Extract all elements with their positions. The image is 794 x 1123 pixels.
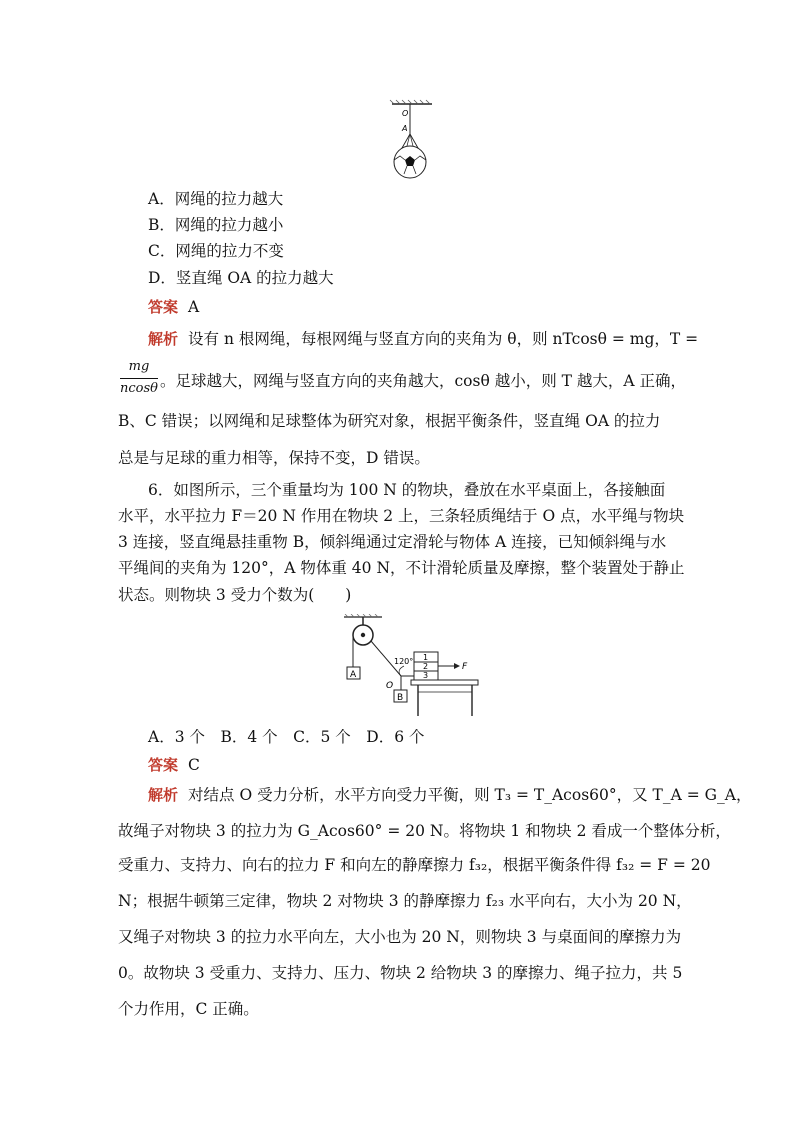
ball-net-figure [380, 98, 440, 184]
svg-text:B: B [397, 693, 404, 703]
q5-option-a: A．网绳的拉力越大 [148, 190, 284, 208]
q5-analysis-line-2: 。足球越大，网绳与竖直方向的夹角越大，cosθ 越小，则 T 越大，A 正确， [160, 372, 687, 390]
q5-option-d: D．竖直绳 OA 的拉力越大 [148, 269, 334, 287]
q5-option-b: B．网绳的拉力越小 [148, 216, 284, 234]
q6-stem-line-2: 水平，水平拉力 F＝20 N 作用在物块 2 上，三条轻质绳结于 O 点，水平绳与物块 [118, 507, 685, 525]
q6-stem-line-1: 6．如图所示，三个重量均为 100 N 的物块，叠放在水平桌面上，各接触面 [148, 481, 666, 499]
q5-analysis-line-4: 总是与足球的重力相等，保持不变，D 错误。 [118, 449, 430, 467]
answer-value: C [188, 756, 200, 774]
q6-analysis-line-6: 0。故物块 3 受重力、支持力、压力、物块 2 给物块 3 的摩擦力、绳子拉力，共 5 [118, 964, 683, 982]
fraction-denominator: ncosθ [120, 381, 158, 396]
q5-answer [148, 296, 199, 318]
analysis-label: 解析 [148, 330, 179, 348]
svg-text:A: A [350, 670, 357, 680]
svg-text:O: O [386, 681, 394, 691]
q6-answer [148, 754, 200, 776]
fraction-bar [120, 378, 158, 379]
svg-text:2: 2 [423, 662, 429, 671]
q6-stem-line-3: 3 连接，竖直绳悬挂重物 B，倾斜绳通过定滑轮与物体 A 连接，已知倾斜绳与水 [118, 533, 667, 551]
q6-stem-line-4: 平绳间的夹角为 120°，A 物体重 40 N，不计滑轮质量及摩擦，整个装置处于静止 [118, 559, 685, 577]
fraction-numerator: mg [128, 359, 150, 374]
svg-text:3: 3 [423, 671, 429, 680]
q6-stem-line-5: 状态。则物块 3 受力个数为( ) [118, 586, 352, 604]
pulley-blocks-figure [338, 614, 488, 720]
q5-analysis-line-3: B、C 错误；以网绳和足球整体为研究对象，根据平衡条件，竖直绳 OA 的拉力 [118, 412, 661, 430]
q5-analysis-line-1 [148, 328, 698, 350]
q6-analysis-line-3: 受重力、支持力、向右的拉力 F 和向左的静摩擦力 f₃₂，根据平衡条件得 f₃₂ = F = 20 [118, 856, 711, 874]
answer-label: 答案 [148, 298, 179, 316]
q6-analysis-line-1 [148, 784, 752, 806]
q6-analysis-line-4: N；根据牛顿第三定律，物块 2 对物块 3 的静摩擦力 f₂₃ 水平向右，大小为 20 N， [118, 892, 692, 910]
q5-option-c: C．网绳的拉力不变 [148, 242, 284, 260]
q6-analysis-line-7: 个力作用，C 正确。 [118, 1000, 259, 1018]
q6-options: A．3 个 B．4 个 C．5 个 D．6 个 [148, 728, 425, 746]
svg-text:120°: 120° [394, 657, 414, 666]
svg-text:O: O [402, 109, 409, 118]
answer-label: 答案 [148, 756, 179, 774]
q6-analysis-line-2: 故绳子对物块 3 的拉力为 G_Acos60° = 20 N。将物块 1 和物块 2 看成一个整体分析， [118, 822, 731, 840]
analysis-text: 设有 n 根网绳，每根网绳与竖直方向的夹角为 θ，则 nTcosθ = mg，T = [188, 330, 699, 348]
svg-text:1: 1 [423, 653, 429, 662]
answer-value: A [188, 298, 200, 316]
svg-text:A: A [402, 124, 408, 133]
q6-analysis-line-5: 又绳子对物块 3 的拉力水平向左，大小也为 20 N，则物块 3 与桌面间的摩擦力为 [118, 928, 682, 946]
analysis-label: 解析 [148, 786, 179, 804]
analysis-text: 对结点 O 受力分析，水平方向受力平衡，则 T₃ = T_Acos60°，又 T_A = G_A， [188, 786, 752, 804]
svg-text:F: F [462, 662, 468, 672]
